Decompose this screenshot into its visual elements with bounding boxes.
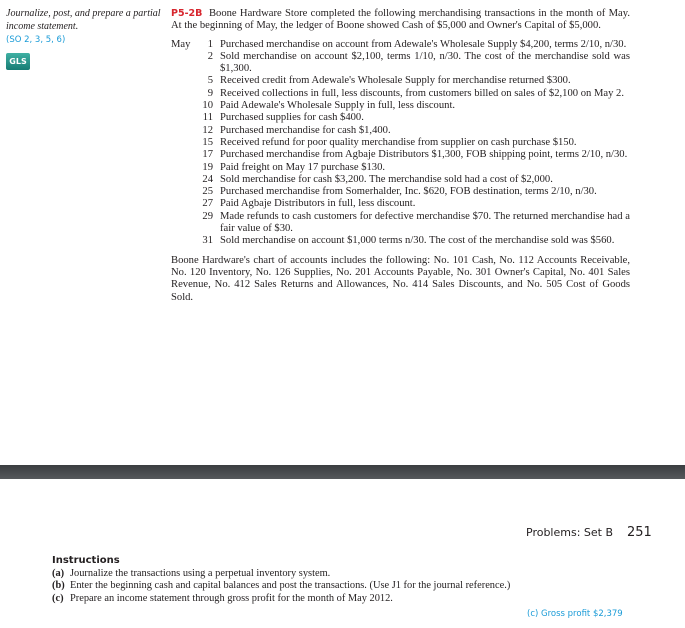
- study-objectives: (SO 2, 3, 5, 6): [6, 35, 66, 45]
- transaction-list: [171, 39, 630, 248]
- problem-intro: [171, 8, 630, 33]
- month: [171, 162, 195, 174]
- month: [171, 174, 195, 186]
- chart-of-accounts: Boone Hardware's chart of accounts includes the following: No. 101 Cash, No. 112 Accounts Receivable, No. 120 Inventory, No. 126 Supplies, No. 201 Accounts Payable, No. 301 Owner's Capital, No. 401 Sales Revenue, No. 412 Sales Returns and Allowances, No. 414 Sales Discounts, and No. 505 Cost of Goods Sold.: [171, 254, 630, 303]
- transaction-row: [171, 186, 630, 198]
- instructions: [52, 555, 512, 605]
- page-divider: [0, 465, 685, 479]
- day: 10: [202, 100, 213, 112]
- month: [171, 235, 195, 247]
- transaction-text: Sold merchandise on account $2,100, terms 1/10, n/30. The cost of the merchandise sold was $1,300.: [220, 50, 630, 75]
- instruction-item: [52, 568, 512, 580]
- day: 29: [202, 210, 213, 222]
- day: 25: [202, 186, 213, 198]
- transaction-text: Purchased merchandise on account from Adewale's Wholesale Supply $4,200, terms 2/10, n/30.: [220, 38, 627, 50]
- month: [171, 100, 195, 112]
- transaction-text: Purchased merchandise from Somerhalder, Inc. $620, FOB destination, terms 2/10, n/30.: [220, 186, 597, 198]
- day: 31: [202, 235, 213, 247]
- transaction-row: [171, 162, 630, 174]
- page-footer: [526, 525, 652, 540]
- month: [171, 51, 195, 76]
- item-label: (c): [52, 592, 64, 604]
- transaction-row: [171, 235, 630, 247]
- transaction-text: Received credit from Adewale's Wholesale Supply for merchandise returned $300.: [220, 75, 571, 87]
- transaction-row: [171, 112, 630, 124]
- objective-text: Journalize, post, and prepare a partial income statement.: [6, 8, 161, 32]
- day: 19: [202, 161, 213, 173]
- transaction-text: Paid Agbaje Distributors in full, less discount.: [220, 198, 416, 210]
- item-text: Journalize the transactions using a perpetual inventory system.: [70, 568, 331, 580]
- transaction-text: Received collections in full, less discounts, from customers billed on sales of $2,100 on May 2.: [220, 87, 624, 99]
- month: [171, 112, 195, 124]
- day: 11: [202, 112, 213, 124]
- transaction-text: Purchased merchandise from Agbaje Distributors $1,300, FOB shipping point, terms 2/10, n/30.: [220, 149, 628, 161]
- transaction-text: Sold merchandise on account $1,000 terms n/30. The cost of the merchandise sold was $560.: [220, 235, 615, 247]
- day: 1: [207, 38, 213, 50]
- section-title: Problems: Set B: [526, 526, 614, 539]
- month: [171, 75, 195, 87]
- transaction-text: Paid Adewale's Wholesale Supply in full, less discount.: [220, 100, 456, 112]
- instruction-item: [52, 593, 512, 605]
- instruction-item: [52, 580, 512, 592]
- transaction-text: Sold merchandise for cash $3,200. The merchandise sold had a cost of $2,000.: [220, 173, 553, 185]
- day: 17: [202, 149, 213, 161]
- transaction-row: [171, 75, 630, 87]
- intro-text: Boone Hardware Store completed the following merchandising transactions in the month of May. At the beginning of May, the ledger of Boone showed Cash of $5,000 and Owner's Capital of $5,000.: [171, 8, 630, 32]
- day: 9: [207, 87, 213, 99]
- day: 12: [202, 124, 213, 136]
- page-number: 251: [627, 525, 652, 540]
- day: 27: [202, 198, 213, 210]
- transaction-text: Received refund for poor quality merchandise from supplier on cash purchase $150.: [220, 136, 577, 148]
- item-text: Prepare an income statement through gross profit for the month of May 2012.: [70, 592, 393, 604]
- transaction-text: Paid freight on May 17 purchase $130.: [220, 161, 386, 173]
- transaction-row: [171, 39, 630, 51]
- transaction-row: [171, 88, 630, 100]
- transaction-row: [171, 211, 630, 236]
- month: [171, 149, 195, 161]
- day: 5: [207, 75, 213, 87]
- month: [171, 186, 195, 198]
- transaction-text: Made refunds to cash customers for defective merchandise $70. The returned merchandise had a fair value of $30.: [220, 210, 630, 235]
- margin-objective: [6, 8, 166, 70]
- transaction-row: [171, 51, 630, 76]
- problem-body: [171, 8, 630, 304]
- transaction-row: [171, 125, 630, 137]
- transaction-row: [171, 174, 630, 186]
- transaction-row: [171, 137, 630, 149]
- day: 15: [202, 136, 213, 148]
- day: 24: [202, 173, 213, 185]
- instructions-heading: Instructions: [52, 555, 120, 566]
- gls-badge-icon[interactable]: GLS: [6, 53, 30, 70]
- transaction-text: Purchased merchandise for cash $1,400.: [220, 124, 391, 136]
- item-text: Enter the beginning cash and capital balances and post the transactions. (Use J1 for the journal reference.): [70, 580, 511, 592]
- month: [171, 125, 195, 137]
- day: 2: [207, 50, 213, 62]
- item-label: (b): [52, 580, 65, 592]
- item-label: (a): [52, 568, 65, 580]
- month: [171, 137, 195, 149]
- transaction-row: [171, 100, 630, 112]
- month: May: [171, 38, 191, 50]
- transaction-text: Purchased supplies for cash $400.: [220, 112, 364, 124]
- transaction-row: [171, 198, 630, 210]
- transaction-row: [171, 149, 630, 161]
- month: [171, 88, 195, 100]
- month: [171, 198, 195, 210]
- problem-id: P5-2B: [171, 8, 203, 19]
- answer-hint: (c) Gross profit $2,379: [527, 609, 623, 619]
- month: [171, 211, 195, 236]
